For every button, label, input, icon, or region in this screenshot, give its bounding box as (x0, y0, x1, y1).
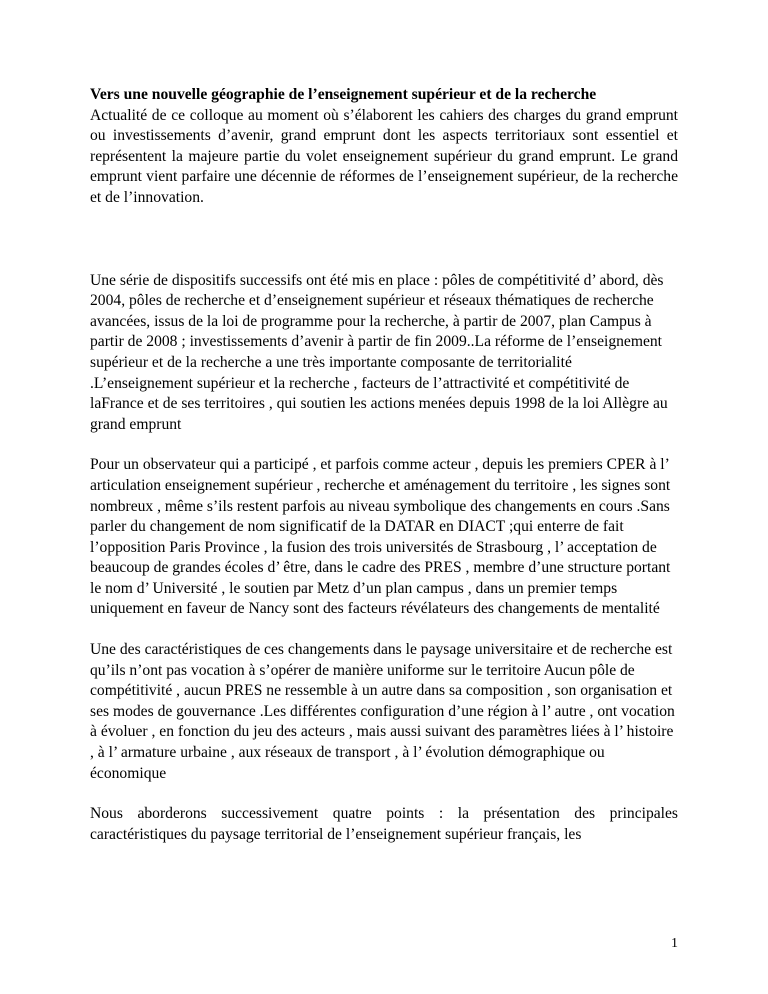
page-number: 1 (671, 936, 678, 951)
paragraph-intro: Actualité de ce colloque au moment où s’élaborent les cahiers des charges du grand emprunt ou investissements d’avenir, grand emprunt dont les aspects territoriaux sont essentiel et représentent la majeure partie du volet enseignement supérieur du grand emprunt. Le grand emprunt vient parfaire une décennie de réformes de l’enseignement supérieur, de la recherche et de l’innovation. (90, 106, 678, 206)
document-title: Vers une nouvelle géographie de l’enseignement supérieur et de la recherche (90, 86, 597, 103)
paragraph-caracteristiques: Une des caractéristiques de ces changements dans le paysage universitaire et de recherche est qu’ils n’ont pas vocation à s’opérer de manière uniforme sur le territoire Aucun pôle de compétitivité , aucun PRES ne ressemble à un autre dans sa composition , son organisation et ses modes de gouvernance .Les différentes configuration d’une région à l’ autre , ont vocation à évoluer , en fonction du jeu des acteurs , mais aussi suivant des paramètres liées à l’ histoire , à l’ armature urbaine , aux réseaux de transport , à l’ évolution démographique ou économique (90, 641, 675, 782)
paragraph-observateur: Pour un observateur qui a participé , et parfois comme acteur , depuis les premiers CPER à l’ articulation enseignement supérieur , recherche et aménagement du territoire , les signes sont nombreux , même s’ils restent parfois au niveau symbolique des changements en cours .Sans parler du changement de nom significatif de la DATAR en DIACT ;qui enterre de fait l’opposition Paris Province , la fusion des trois universités de Strasbourg , l’ acceptation de beaucoup de grandes écoles d’ être, dans le cadre des PRES , membre d’une structure portant le nom d’ Université , le soutien par Metz d’un plan campus , dans un premier temps uniquement en faveur de Nancy sont des facteurs révélateurs des changements de mentalité (90, 456, 671, 618)
document-body (90, 85, 678, 845)
paragraph-dispositifs: Une série de dispositifs successifs ont été mis en place : pôles de compétitivité d’ abord, dès 2004, pôles de recherche et d’enseignement supérieur et réseaux thématiques de recherche avancées, issus de la loi de programme pour la recherche, à partir de 2007, plan Campus à partir de 2008 ; investissements d’avenir à partir de fin 2009..La réforme de l’enseignement supérieur et de la recherche a une très importante composante de territorialité .L’enseignement supérieur et la recherche , facteurs de l’attractivité et compétitivité de laFrance et de ses territoires , qui soutien les actions menées depuis 1998 de la loi Allègre au grand emprunt (90, 271, 668, 433)
paragraph-points: Nous aborderons successivement quatre points : la présentation des principales caractéristiques du paysage territorial de l’enseignement supérieur français, les (90, 805, 678, 843)
